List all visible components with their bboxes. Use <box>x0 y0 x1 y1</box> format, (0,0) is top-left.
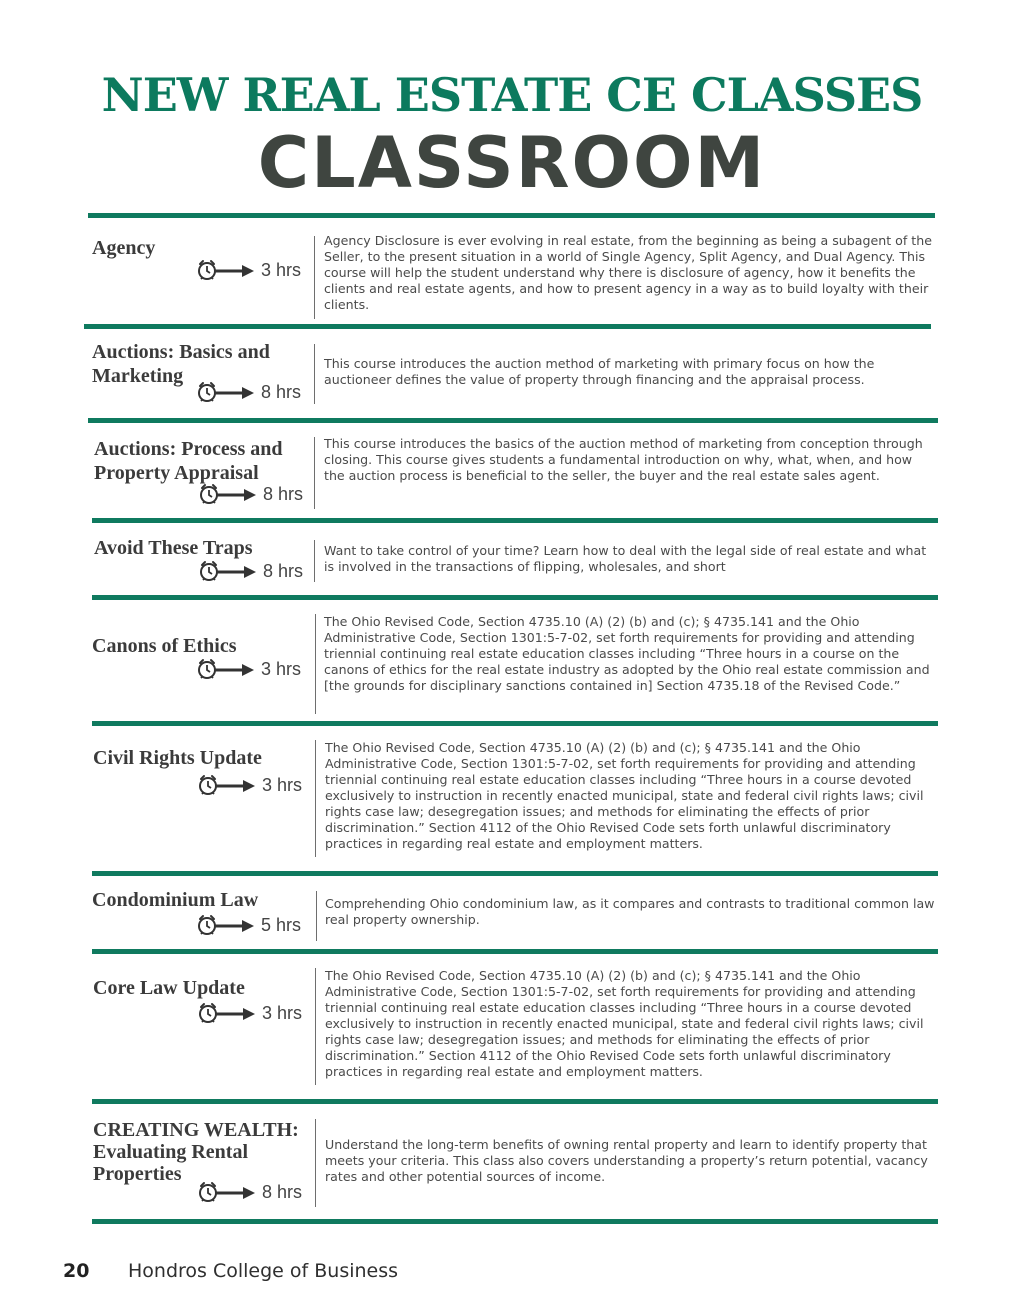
course-description: The Ohio Revised Code, Section 4735.10 (A) (2) (b) and (c); § 4735.141 and the Ohio Administrative Code, Section 1301:5-7-02, set forth requirements for providing and attending triennial continuing real estate education classes including “Three hours in a course devoted exclusively to instruction in recently enacted municipal, state and federal civil rights laws; civil rights case law; desegregation issues; and methods for eliminating the effects of prior discrimination.” Section 4112 of the Ohio Revised Code sets forth unlawful discriminatory practices in regarding real estate and employment matters. <box>325 968 924 1079</box>
course-agency <box>92 233 942 316</box>
alarm-clock-arrow-icon <box>196 380 258 404</box>
course-description: Comprehending Ohio condominium law, as it compares and contrasts to traditional common law real property ownership. <box>325 896 935 927</box>
course-hours: 8 hrs <box>263 560 304 581</box>
divider-rule <box>92 595 938 600</box>
course-separator <box>315 1119 316 1207</box>
course-name: Avoid These Traps <box>94 537 253 559</box>
course-description: This course introduces the auction method of marketing with primary focus on how the auctioneer defines the value of property through financing and the appraisal process. <box>324 356 875 387</box>
course-name: Civil Rights Update <box>93 747 262 769</box>
course-hours: 5 hrs <box>261 914 302 935</box>
course-separator <box>314 344 315 404</box>
divider-rule <box>92 1219 938 1224</box>
alarm-clock-arrow-icon <box>198 559 260 583</box>
course-name: Auctions: Process and Property Appraisal <box>94 438 283 484</box>
course-duration <box>197 1180 317 1204</box>
course-condominium-law <box>92 888 942 942</box>
course-core-law <box>93 968 943 1088</box>
course-name: Condominium Law <box>92 889 259 911</box>
course-description: The Ohio Revised Code, Section 4735.10 (A) (2) (b) and (c); § 4735.141 and the Ohio Administrative Code, Section 1301:5-7-02, set forth requirements for providing and attending triennial continuing real estate education classes including “Three hours in a course on the canons of ethics for the real estate industry as adopted by the Ohio real estate commission and [the grounds for disciplinary sanctions contained in] Section 4735.18 of the Revised Code.” <box>324 614 930 693</box>
course-duration <box>196 380 316 404</box>
course-separator <box>315 740 316 857</box>
divider-rule <box>92 871 938 876</box>
course-description: Understand the long-term benefits of owning rental property and learn to identify property that meets your criteria. This class also covers understanding a property’s return potential, vacancy rates and other potential sources of income. <box>325 1137 928 1184</box>
course-civil-rights <box>93 740 943 860</box>
course-duration <box>198 559 318 583</box>
course-name: Agency <box>92 237 156 259</box>
alarm-clock-arrow-icon <box>197 1180 259 1204</box>
divider-rule <box>84 324 931 329</box>
course-description: This course introduces the basics of the auction method of marketing from conception through closing. This course gives students a fundamental introduction on why, what, when, and how the auction process is beneficial to the seller, the buyer and the real estate sales agent. <box>324 436 923 483</box>
course-name: Core Law Update <box>93 977 245 999</box>
course-canons-ethics <box>92 614 942 714</box>
course-name: Canons of Ethics <box>92 635 237 657</box>
course-separator <box>314 236 315 319</box>
course-hours: 3 hrs <box>262 774 303 795</box>
course-duration <box>197 1001 317 1025</box>
course-name: Auctions: Basics and Marketing <box>92 341 270 387</box>
course-hours: 3 hrs <box>262 1002 303 1023</box>
divider-rule <box>92 1099 938 1104</box>
course-duration <box>196 913 316 937</box>
alarm-clock-arrow-icon <box>196 657 258 681</box>
course-description: Want to take control of your time? Learn how to deal with the legal side of real estate and what is involved in the transactions of flipping, wholesales, and short <box>324 543 927 574</box>
course-separator <box>315 614 316 714</box>
alarm-clock-arrow-icon <box>196 258 258 282</box>
course-separator <box>314 437 315 509</box>
course-description: The Ohio Revised Code, Section 4735.10 (A) (2) (b) and (c); § 4735.141 and the Ohio Administrative Code, Section 1301:5-7-02, set forth requirements for providing and attending triennial continuing real estate education classes including “Three hours in a course devoted exclusively to instruction in recently enacted municipal, state and federal civil rights laws; civil rights case law; desegregation issues; and methods for eliminating the effects of prior discrimination.” Section 4112 of the Ohio Revised Code sets forth unlawful discriminatory practices in regarding real estate and employment matters. <box>325 740 924 851</box>
course-auctions-process <box>94 437 944 511</box>
publisher-name: Hondros College of Business <box>128 1260 399 1282</box>
divider-rule <box>92 949 938 954</box>
page-subtitle: CLASSROOM <box>257 122 767 204</box>
alarm-clock-arrow-icon <box>196 913 258 937</box>
course-duration <box>196 258 316 282</box>
divider-rule <box>88 213 935 218</box>
course-separator <box>315 968 316 1085</box>
course-hours: 8 hrs <box>262 1181 303 1202</box>
course-hours: 3 hrs <box>261 259 302 280</box>
course-name: CREATING WEALTH: Evaluating Rental Properties <box>93 1119 299 1185</box>
course-separator <box>316 891 317 941</box>
alarm-clock-arrow-icon <box>197 1001 259 1025</box>
course-description: Agency Disclosure is ever evolving in real estate, from the beginning as being a subagent of the Seller, to the present situation in a world of Single Agency, Split Agency, and Dual Agency. This course will help the student understand why there is disclosure of agency, how it benefits the clients and real estate agents, and how to present agency in a way as to build loyalty with their clients. <box>324 233 932 312</box>
course-hours: 8 hrs <box>263 483 304 504</box>
page-title: NEW REAL ESTATE CE CLASSES <box>101 68 923 122</box>
divider-rule <box>88 418 938 423</box>
course-separator <box>314 540 315 582</box>
course-creating-wealth <box>93 1119 943 1211</box>
course-hours: 8 hrs <box>261 381 302 402</box>
course-hours: 3 hrs <box>261 658 302 679</box>
course-duration <box>198 482 318 506</box>
page-number: 20 <box>63 1260 90 1282</box>
course-duration <box>196 657 316 681</box>
course-avoid-traps <box>94 536 944 586</box>
course-duration <box>197 773 317 797</box>
divider-rule <box>92 518 938 523</box>
divider-rule <box>92 721 938 726</box>
alarm-clock-arrow-icon <box>197 773 259 797</box>
course-auctions-basics <box>92 340 942 410</box>
alarm-clock-arrow-icon <box>198 482 260 506</box>
